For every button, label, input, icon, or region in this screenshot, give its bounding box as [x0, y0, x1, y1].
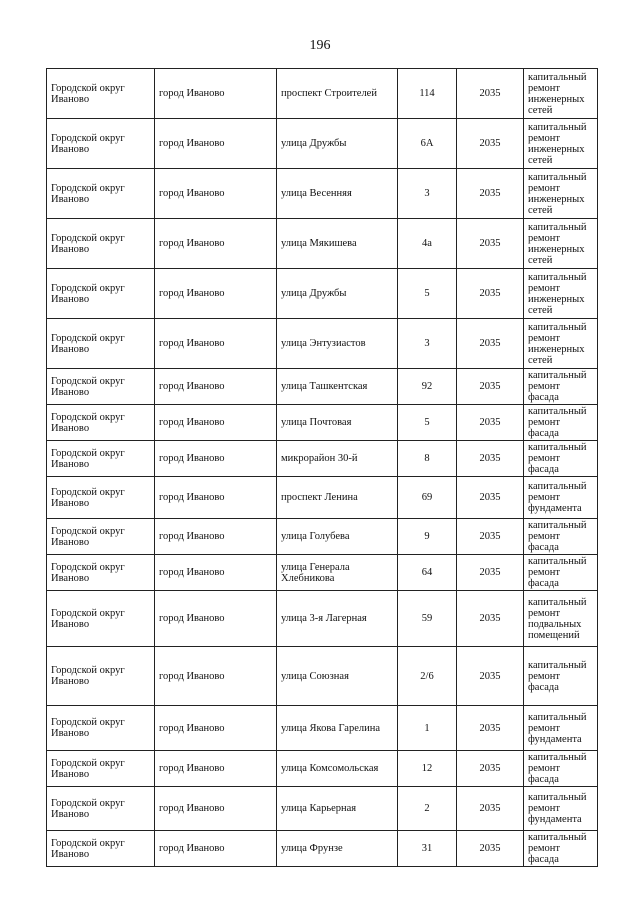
year-cell: 2035 — [457, 405, 524, 441]
street-cell: улица Дружбы — [277, 119, 398, 169]
street-cell: улица Ташкентская — [277, 369, 398, 405]
street-cell: проспект Строителей — [277, 69, 398, 119]
house-number-cell: 2 — [398, 787, 457, 831]
table-row — [47, 647, 598, 706]
table-row — [47, 69, 598, 119]
district-cell: Городской округ Иваново — [47, 831, 155, 867]
table-row — [47, 787, 598, 831]
district-cell: Городской округ Иваново — [47, 787, 155, 831]
district-cell: Городской округ Иваново — [47, 477, 155, 519]
street-cell: улица Якова Гарелина — [277, 706, 398, 751]
year-cell: 2035 — [457, 477, 524, 519]
work-type-cell: капитальный ремонт инженерных сетей — [524, 169, 598, 219]
city-cell: город Иваново — [155, 319, 277, 369]
register-table — [46, 68, 598, 867]
table-row — [47, 119, 598, 169]
district-cell: Городской округ Иваново — [47, 647, 155, 706]
city-cell: город Иваново — [155, 647, 277, 706]
city-cell: город Иваново — [155, 405, 277, 441]
table-row — [47, 831, 598, 867]
year-cell: 2035 — [457, 119, 524, 169]
street-cell: улица Фрунзе — [277, 831, 398, 867]
work-type-cell: капитальный ремонт инженерных сетей — [524, 219, 598, 269]
year-cell: 2035 — [457, 751, 524, 787]
work-type-cell: капитальный ремонт фундамента — [524, 477, 598, 519]
year-cell: 2035 — [457, 519, 524, 555]
year-cell: 2035 — [457, 69, 524, 119]
district-cell: Городской округ Иваново — [47, 555, 155, 591]
work-type-cell: капитальный ремонт инженерных сетей — [524, 69, 598, 119]
year-cell: 2035 — [457, 787, 524, 831]
year-cell: 2035 — [457, 441, 524, 477]
house-number-cell: 12 — [398, 751, 457, 787]
table-row — [47, 441, 598, 477]
district-cell: Городской округ Иваново — [47, 119, 155, 169]
street-cell: улица Весенняя — [277, 169, 398, 219]
house-number-cell: 8 — [398, 441, 457, 477]
house-number-cell: 3 — [398, 169, 457, 219]
table-row — [47, 269, 598, 319]
work-type-cell: капитальный ремонт инженерных сетей — [524, 269, 598, 319]
work-type-cell: капитальный ремонт фундамента — [524, 787, 598, 831]
house-number-cell: 69 — [398, 477, 457, 519]
house-number-cell: 3 — [398, 319, 457, 369]
year-cell: 2035 — [457, 591, 524, 647]
city-cell: город Иваново — [155, 441, 277, 477]
city-cell: город Иваново — [155, 787, 277, 831]
table-row — [47, 369, 598, 405]
city-cell: город Иваново — [155, 591, 277, 647]
work-type-cell: капитальный ремонт фасада — [524, 519, 598, 555]
work-type-cell: капитальный ремонт фасада — [524, 555, 598, 591]
district-cell: Городской округ Иваново — [47, 441, 155, 477]
house-number-cell: 5 — [398, 405, 457, 441]
year-cell: 2035 — [457, 647, 524, 706]
register-table-body — [47, 69, 598, 867]
city-cell: город Иваново — [155, 69, 277, 119]
house-number-cell: 6А — [398, 119, 457, 169]
table-row — [47, 591, 598, 647]
house-number-cell: 64 — [398, 555, 457, 591]
street-cell: улица Комсомольская — [277, 751, 398, 787]
work-type-cell: капитальный ремонт инженерных сетей — [524, 319, 598, 369]
table-row — [47, 405, 598, 441]
city-cell: город Иваново — [155, 831, 277, 867]
city-cell: город Иваново — [155, 169, 277, 219]
district-cell: Городской округ Иваново — [47, 169, 155, 219]
year-cell: 2035 — [457, 831, 524, 867]
table-row — [47, 169, 598, 219]
district-cell: Городской округ Иваново — [47, 369, 155, 405]
district-cell: Городской округ Иваново — [47, 706, 155, 751]
district-cell: Городской округ Иваново — [47, 319, 155, 369]
street-cell: улица Энтузиастов — [277, 319, 398, 369]
work-type-cell: капитальный ремонт подвальных помещений — [524, 591, 598, 647]
table-row — [47, 319, 598, 369]
table-row — [47, 555, 598, 591]
table-row — [47, 706, 598, 751]
work-type-cell: капитальный ремонт фасада — [524, 647, 598, 706]
house-number-cell: 59 — [398, 591, 457, 647]
city-cell: город Иваново — [155, 119, 277, 169]
year-cell: 2035 — [457, 369, 524, 405]
street-cell: микрорайон 30-й — [277, 441, 398, 477]
street-cell: улица Генерала Хлебникова — [277, 555, 398, 591]
house-number-cell: 114 — [398, 69, 457, 119]
house-number-cell: 9 — [398, 519, 457, 555]
work-type-cell: капитальный ремонт фасада — [524, 441, 598, 477]
city-cell: город Иваново — [155, 519, 277, 555]
work-type-cell: капитальный ремонт фасада — [524, 369, 598, 405]
district-cell: Городской округ Иваново — [47, 219, 155, 269]
street-cell: проспект Ленина — [277, 477, 398, 519]
street-cell: улица Дружбы — [277, 269, 398, 319]
house-number-cell: 4а — [398, 219, 457, 269]
work-type-cell: капитальный ремонт фасада — [524, 405, 598, 441]
street-cell: улица Мякишева — [277, 219, 398, 269]
district-cell: Городской округ Иваново — [47, 591, 155, 647]
street-cell: улица 3-я Лагерная — [277, 591, 398, 647]
year-cell: 2035 — [457, 319, 524, 369]
street-cell: улица Карьерная — [277, 787, 398, 831]
city-cell: город Иваново — [155, 751, 277, 787]
city-cell: город Иваново — [155, 555, 277, 591]
work-type-cell: капитальный ремонт фундамента — [524, 706, 598, 751]
district-cell: Городской округ Иваново — [47, 751, 155, 787]
page-number: 196 — [309, 38, 331, 53]
house-number-cell: 5 — [398, 269, 457, 319]
work-type-cell: капитальный ремонт фасада — [524, 751, 598, 787]
district-cell: Городской округ Иваново — [47, 269, 155, 319]
district-cell: Городской округ Иваново — [47, 519, 155, 555]
year-cell: 2035 — [457, 555, 524, 591]
year-cell: 2035 — [457, 169, 524, 219]
city-cell: город Иваново — [155, 706, 277, 751]
street-cell: улица Почтовая — [277, 405, 398, 441]
house-number-cell: 31 — [398, 831, 457, 867]
district-cell: Городской округ Иваново — [47, 69, 155, 119]
year-cell: 2035 — [457, 219, 524, 269]
street-cell: улица Союзная — [277, 647, 398, 706]
city-cell: город Иваново — [155, 369, 277, 405]
work-type-cell: капитальный ремонт фасада — [524, 831, 598, 867]
table-row — [47, 519, 598, 555]
house-number-cell: 1 — [398, 706, 457, 751]
year-cell: 2035 — [457, 269, 524, 319]
year-cell: 2035 — [457, 706, 524, 751]
table-row — [47, 219, 598, 269]
city-cell: город Иваново — [155, 477, 277, 519]
city-cell: город Иваново — [155, 219, 277, 269]
table-row — [47, 751, 598, 787]
house-number-cell: 92 — [398, 369, 457, 405]
table-row — [47, 477, 598, 519]
district-cell: Городской округ Иваново — [47, 405, 155, 441]
street-cell: улица Голубева — [277, 519, 398, 555]
city-cell: город Иваново — [155, 269, 277, 319]
house-number-cell: 2/6 — [398, 647, 457, 706]
work-type-cell: капитальный ремонт инженерных сетей — [524, 119, 598, 169]
